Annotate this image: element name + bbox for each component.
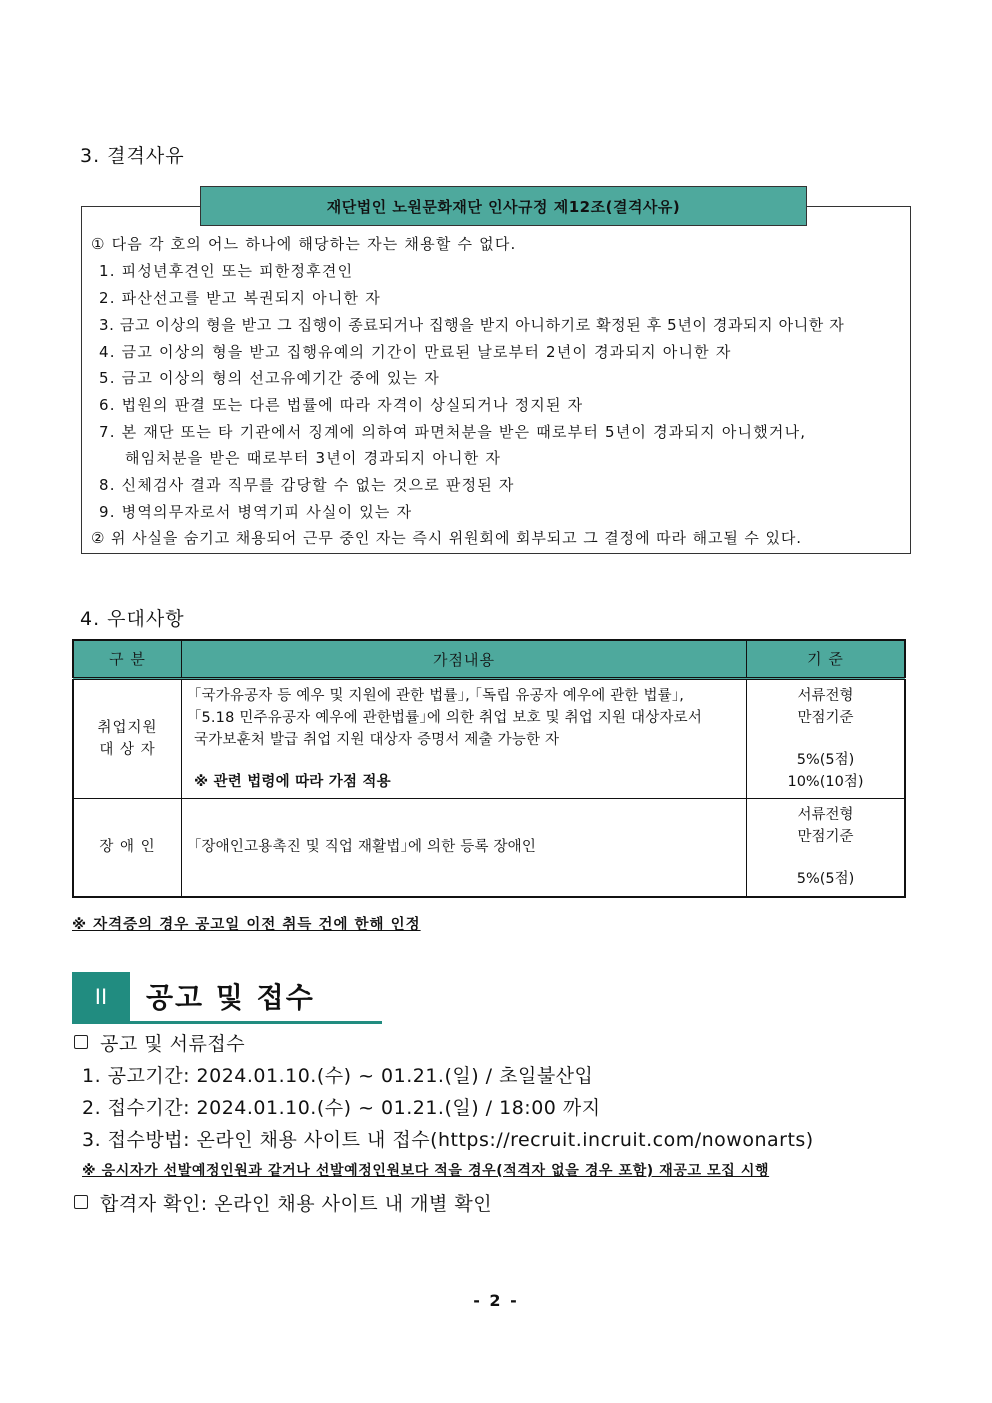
rule-line-3: 3. 금고 이상의 형을 받고 그 집행이 종료되거나 집행을 받지 아니하기로 확정된 후 5년이 경과되지 아니한 자 bbox=[99, 316, 845, 334]
rule-line-10: ② 위 사실을 숨기고 채용되어 근무 중인 자는 즉시 위원회에 회부되고 그 결정에 따라 해고될 수 있다. bbox=[91, 529, 802, 547]
row2-category: 장 애 인 bbox=[73, 799, 182, 897]
section4-title: 4. 우대사항 bbox=[80, 608, 185, 630]
row2-criteria-line2: 만점기준 bbox=[797, 829, 854, 846]
preference-table bbox=[72, 639, 906, 898]
rule-line-7: 7. 본 재단 또는 타 기관에서 징계에 의하여 파면처분을 받은 때로부터 5년이 경과되지 아니했거나, bbox=[99, 423, 807, 441]
rule-line-7b: 해임처분을 받은 때로부터 3년이 경과되지 아니한 자 bbox=[125, 449, 502, 467]
item-announcement bbox=[74, 1029, 245, 1056]
rule-line-8: 8. 신체검사 결과 직무를 감당할 수 없는 것으로 판정된 자 bbox=[99, 476, 515, 494]
item-announcement-label: 공고 및 서류접수 bbox=[100, 1033, 246, 1055]
row1-content-line2: ｢5.18 민주유공자 예우에 관한법률｣에 의한 취업 보호 및 취업 지원 대상자로서 bbox=[194, 710, 703, 726]
row1-criteria-line3: 5%(5점) bbox=[796, 752, 855, 768]
row1-criteria-line1: 서류전형 bbox=[797, 688, 854, 704]
section3-title: 3. 결격사유 bbox=[80, 145, 185, 167]
item-result bbox=[74, 1189, 492, 1216]
rule-line-1: 1. 피성년후견인 또는 피한정후견인 bbox=[99, 262, 354, 280]
row1-content-line3: 국가보훈처 발급 취업 지원 대상자 증명서 제출 가능한 자 bbox=[194, 732, 560, 748]
checkbox-icon bbox=[74, 1195, 88, 1209]
rule-line-9: 9. 병역의무자로서 병역기피 사실이 있는 자 bbox=[99, 503, 413, 521]
certificate-note: ※ 자격증의 경우 공고일 이전 취득 건에 한해 인정 bbox=[72, 917, 421, 933]
row2-content: ｢장애인고용촉진 및 직업 재활법｣에 의한 등록 장애인 bbox=[182, 799, 747, 897]
header-criteria: 기 준 bbox=[747, 640, 906, 679]
rule-line-2: 2. 파산선고를 받고 복권되지 아니한 자 bbox=[99, 289, 381, 307]
header-category: 구 분 bbox=[73, 640, 182, 679]
row1-category-line1: 취업지원 bbox=[97, 720, 158, 736]
row2-criteria bbox=[747, 799, 906, 897]
row1-category-line2: 대 상 자 bbox=[99, 742, 156, 758]
row1-criteria bbox=[747, 679, 906, 799]
page-number: - 2 - bbox=[473, 1291, 519, 1310]
rule-line-4: 4. 금고 이상의 형을 받고 집행유예의 기간이 만료된 날로부터 2년이 경과되지 아니한 자 bbox=[99, 343, 732, 361]
section2-title: 공고 및 접수 bbox=[146, 981, 315, 1014]
row1-criteria-line4: 10%(10점) bbox=[787, 774, 864, 790]
row2-criteria-line3: 5%(5점) bbox=[796, 871, 855, 888]
row1-category bbox=[73, 679, 182, 799]
checkbox-icon bbox=[74, 1035, 88, 1049]
section2-underline bbox=[72, 1021, 382, 1024]
header-content: 가점내용 bbox=[182, 640, 747, 679]
rule-line-6: 6. 법원의 판결 또는 다른 법률에 따라 자격이 상실되거나 정지된 자 bbox=[99, 396, 584, 414]
row1-content bbox=[182, 679, 747, 799]
table-row bbox=[73, 679, 905, 799]
table-row bbox=[73, 799, 905, 897]
row1-content-note: ※ 관련 법령에 따라 가점 적용 bbox=[194, 774, 391, 790]
row2-criteria-line1: 서류전형 bbox=[797, 807, 854, 824]
receipt-method: 3. 접수방법: 온라인 채용 사이트 내 접수(https://recruit.incruit.com/nowonarts) bbox=[82, 1129, 814, 1151]
rule-line-0: ① 다음 각 호의 어느 하나에 해당하는 자는 채용할 수 없다. bbox=[91, 235, 517, 253]
row1-criteria-line2: 만점기준 bbox=[797, 710, 854, 726]
rule-line-5: 5. 금고 이상의 형의 선고유예기간 중에 있는 자 bbox=[99, 369, 440, 387]
section2-number: II bbox=[72, 972, 130, 1022]
disqualification-box-header: 재단법인 노원문화재단 인사규정 제12조(결격사유) bbox=[200, 186, 807, 226]
re-announcement-note: ※ 응시자가 선발예정인원과 같거나 선발예정인원보다 적을 경우(적격자 없을 경우 포함) 재공고 모집 시행 bbox=[82, 1163, 770, 1179]
item-result-label: 합격자 확인: 온라인 채용 사이트 내 개별 확인 bbox=[100, 1193, 493, 1215]
announce-period: 1. 공고기간: 2024.01.10.(수) ~ 01.21.(일) / 초일불산입 bbox=[82, 1065, 594, 1087]
receipt-period: 2. 접수기간: 2024.01.10.(수) ~ 01.21.(일) / 18:00 까지 bbox=[82, 1097, 601, 1119]
row1-content-line1: ｢국가유공자 등 예우 및 지원에 관한 법률｣, ｢독립 유공자 예우에 관한 법률｣, bbox=[194, 688, 685, 704]
